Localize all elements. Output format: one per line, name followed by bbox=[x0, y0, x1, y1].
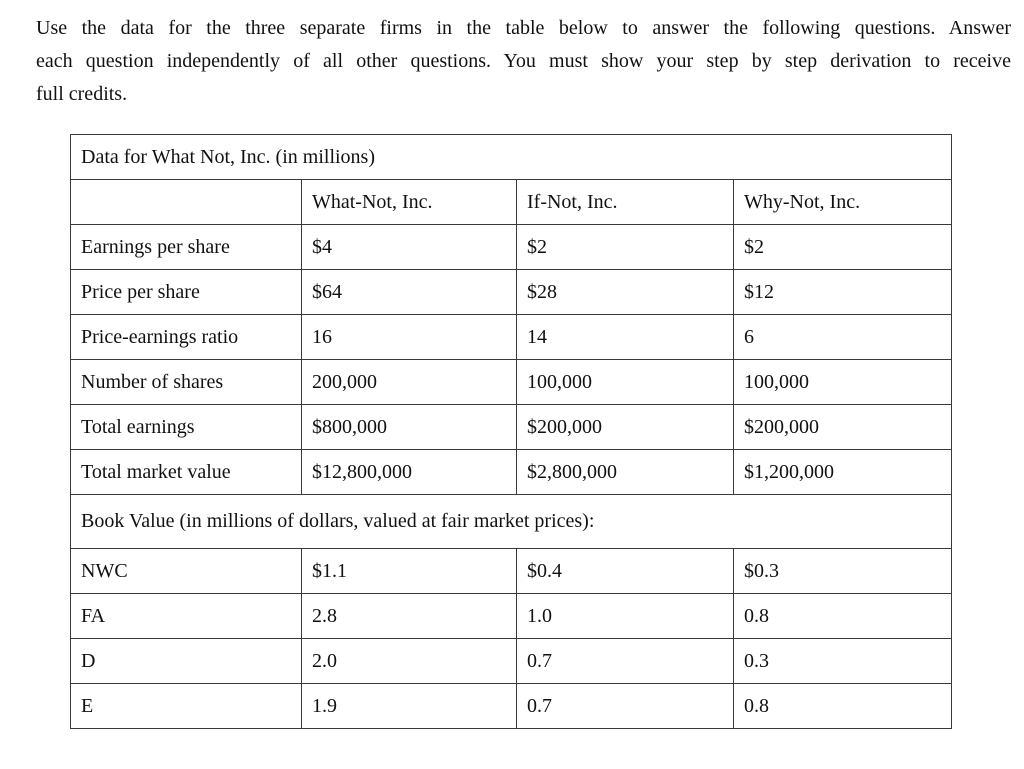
table-cell: 100,000 bbox=[517, 360, 734, 405]
table-cell: 0.8 bbox=[734, 594, 952, 639]
row-label: Price-earnings ratio bbox=[71, 315, 302, 360]
row-label: Total earnings bbox=[71, 405, 302, 450]
table-row bbox=[71, 225, 952, 270]
table-header-row bbox=[71, 180, 952, 225]
header-what-not: What-Not, Inc. bbox=[302, 180, 517, 225]
table-cell: 0.3 bbox=[734, 639, 952, 684]
book-value-caption: Book Value (in millions of dollars, valued at fair market prices): bbox=[71, 495, 952, 549]
book-value-caption-row bbox=[71, 495, 952, 549]
table-cell: 200,000 bbox=[302, 360, 517, 405]
row-label: Number of shares bbox=[71, 360, 302, 405]
table-cell: $12 bbox=[734, 270, 952, 315]
table-cell: 1.0 bbox=[517, 594, 734, 639]
table-row bbox=[71, 549, 952, 594]
row-label: Earnings per share bbox=[71, 225, 302, 270]
table-cell: 6 bbox=[734, 315, 952, 360]
table-caption-row bbox=[71, 135, 952, 180]
table-row bbox=[71, 594, 952, 639]
table-cell: $1.1 bbox=[302, 549, 517, 594]
question-instructions bbox=[36, 12, 1011, 111]
table-cell: $2 bbox=[734, 225, 952, 270]
row-label: Total market value bbox=[71, 450, 302, 495]
table-cell: $0.4 bbox=[517, 549, 734, 594]
table-row bbox=[71, 405, 952, 450]
table-cell: 1.9 bbox=[302, 684, 517, 729]
table-cell: $28 bbox=[517, 270, 734, 315]
instructions-line-1: Use the data for the three separate firms in the table below to answer the following questions. Answer bbox=[36, 17, 1011, 39]
table-cell: $12,800,000 bbox=[302, 450, 517, 495]
header-why-not: Why-Not, Inc. bbox=[734, 180, 952, 225]
table-cell: $200,000 bbox=[734, 405, 952, 450]
table-row bbox=[71, 270, 952, 315]
table-row bbox=[71, 315, 952, 360]
table-cell: $200,000 bbox=[517, 405, 734, 450]
header-cell-empty bbox=[71, 180, 302, 225]
table-cell: $800,000 bbox=[302, 405, 517, 450]
table-cell: 0.8 bbox=[734, 684, 952, 729]
table-cell: 2.0 bbox=[302, 639, 517, 684]
table-cell: $1,200,000 bbox=[734, 450, 952, 495]
row-label: NWC bbox=[71, 549, 302, 594]
table-row bbox=[71, 360, 952, 405]
table-cell: $0.3 bbox=[734, 549, 952, 594]
row-label: E bbox=[71, 684, 302, 729]
table-row bbox=[71, 639, 952, 684]
firm-data-table bbox=[70, 134, 952, 729]
table-cell: $64 bbox=[302, 270, 517, 315]
table-cell: $2 bbox=[517, 225, 734, 270]
table-cell: 0.7 bbox=[517, 684, 734, 729]
table-cell: $2,800,000 bbox=[517, 450, 734, 495]
table-cell: 0.7 bbox=[517, 639, 734, 684]
row-label: Price per share bbox=[71, 270, 302, 315]
table-cell: 14 bbox=[517, 315, 734, 360]
row-label: D bbox=[71, 639, 302, 684]
instructions-line-2: each question independently of all other questions. You must show your step by step derivation to receive bbox=[36, 50, 1011, 72]
table-row bbox=[71, 684, 952, 729]
header-if-not: If-Not, Inc. bbox=[517, 180, 734, 225]
table-cell: $4 bbox=[302, 225, 517, 270]
instructions-line-3: full credits. bbox=[36, 83, 128, 105]
row-label: FA bbox=[71, 594, 302, 639]
table-cell: 100,000 bbox=[734, 360, 952, 405]
table-cell: 2.8 bbox=[302, 594, 517, 639]
table-cell: 16 bbox=[302, 315, 517, 360]
table-caption: Data for What Not, Inc. (in millions) bbox=[71, 135, 952, 180]
table-row bbox=[71, 450, 952, 495]
